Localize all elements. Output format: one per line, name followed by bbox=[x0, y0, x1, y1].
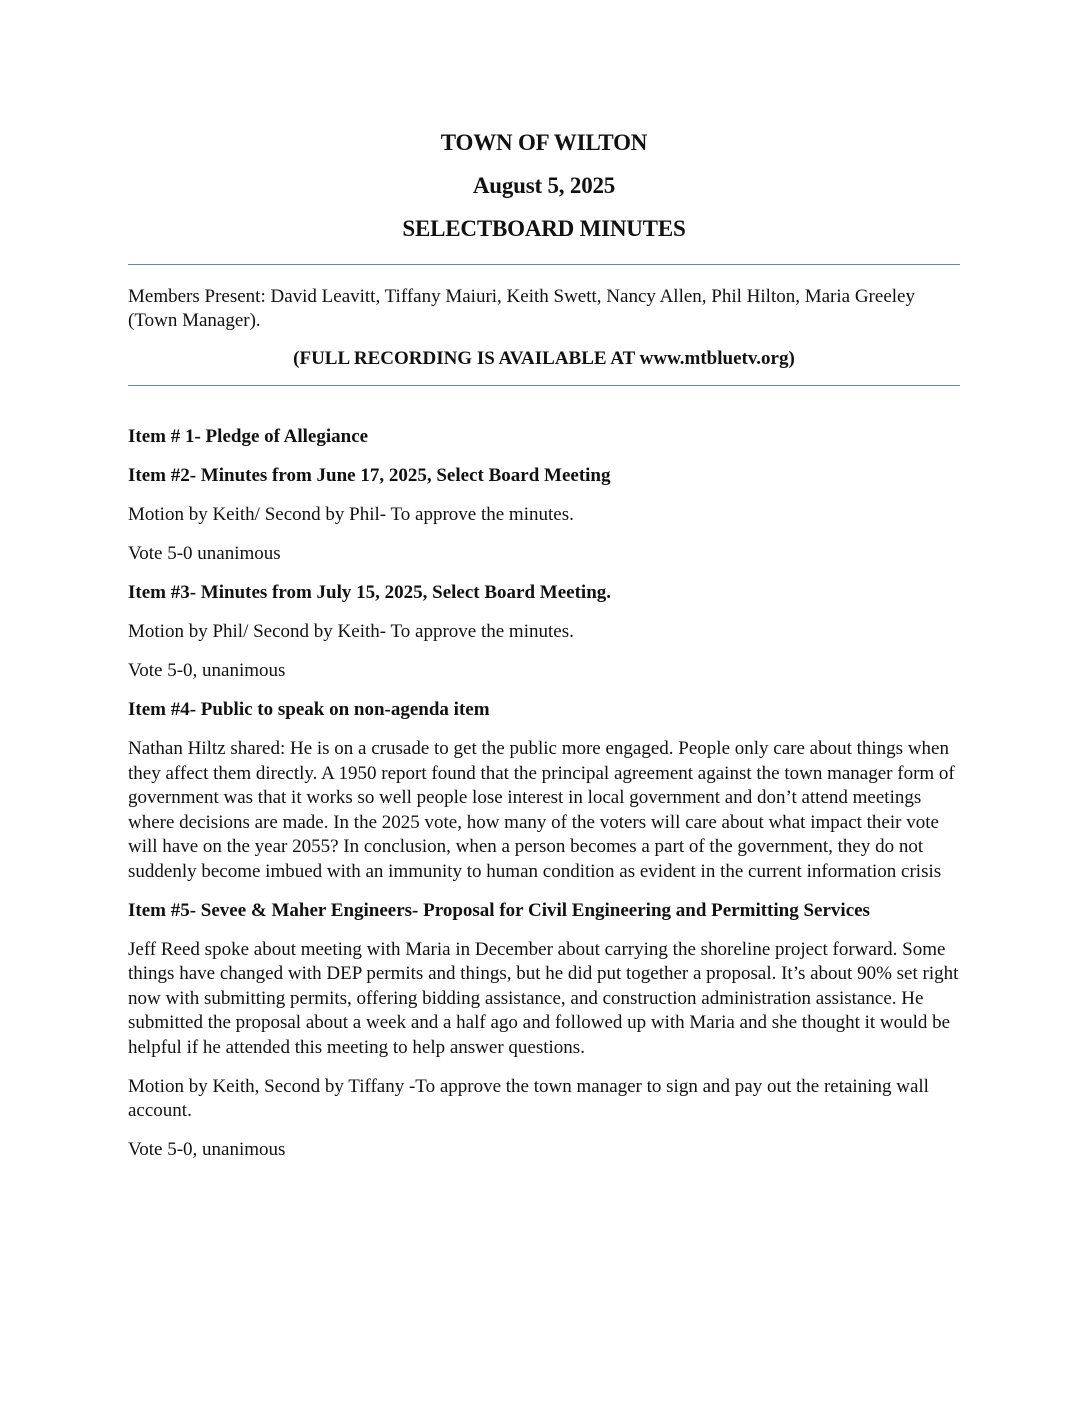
document-title: SELECTBOARD MINUTES bbox=[402, 216, 686, 241]
bottom-divider bbox=[128, 385, 960, 386]
town-title: TOWN OF WILTON bbox=[440, 130, 648, 155]
item-2-heading: Item #2- Minutes from June 17, 2025, Select Board Meeting bbox=[128, 465, 611, 486]
item-3-heading: Item #3- Minutes from July 15, 2025, Select Board Meeting. bbox=[128, 582, 612, 603]
item-3-vote: Vote 5-0, unanimous bbox=[128, 660, 286, 681]
item-2-motion: Motion by Keith/ Second by Phil- To approve the minutes. bbox=[128, 504, 574, 525]
recording-note: (FULL RECORDING IS AVAILABLE AT www.mtbluetv.org) bbox=[293, 348, 795, 369]
item-3-motion: Motion by Phil/ Second by Keith- To approve the minutes. bbox=[128, 621, 574, 642]
item-5-vote: Vote 5-0, unanimous bbox=[128, 1139, 286, 1160]
item-4-heading: Item #4- Public to speak on non-agenda item bbox=[128, 699, 490, 720]
item-5-discussion: Jeff Reed spoke about meeting with Maria in December about carrying the shoreline project forward. Some things have changed with DEP permits and things, but he did put together a proposal. It’s about 90% set right now with submitting permits, offering bidding assistance, and construction administration assistance. He submitted the proposal about a week and a half ago and followed up with Maria and she thought it would be helpful if he attended this meeting to help answer questions. bbox=[128, 938, 959, 1058]
item-1-heading: Item # 1- Pledge of Allegiance bbox=[128, 426, 369, 447]
meeting-date: August 5, 2025 bbox=[472, 173, 616, 198]
minutes-body bbox=[128, 425, 960, 1177]
top-divider bbox=[128, 264, 960, 265]
item-2-vote: Vote 5-0 unanimous bbox=[128, 543, 281, 564]
item-5-motion: Motion by Keith, Second by Tiffany -To approve the town manager to sign and pay out the retaining wall account. bbox=[128, 1075, 929, 1121]
item-4-public-comment: Nathan Hiltz shared: He is on a crusade to get the public more engaged. People only care about things when they affect them directly. A 1950 report found that the principal agreement against the town manager form of government was that it works so well people lose interest in local government and don’t attend meetings where decisions are made. In the 2025 vote, how many of the voters will care about what impact their vote will have on the year 2055? In conclusion, when a person becomes a part of the government, they do not suddenly become imbued with an immunity to human condition as evident in the current information crisis bbox=[128, 738, 955, 882]
item-5-heading: Item #5- Sevee & Maher Engineers- Proposal for Civil Engineering and Permitting Services bbox=[128, 899, 870, 921]
members-present: Members Present: David Leavitt, Tiffany Maiuri, Keith Swett, Nancy Allen, Phil Hilton, Maria Greeley (Town Manager). bbox=[128, 286, 915, 331]
